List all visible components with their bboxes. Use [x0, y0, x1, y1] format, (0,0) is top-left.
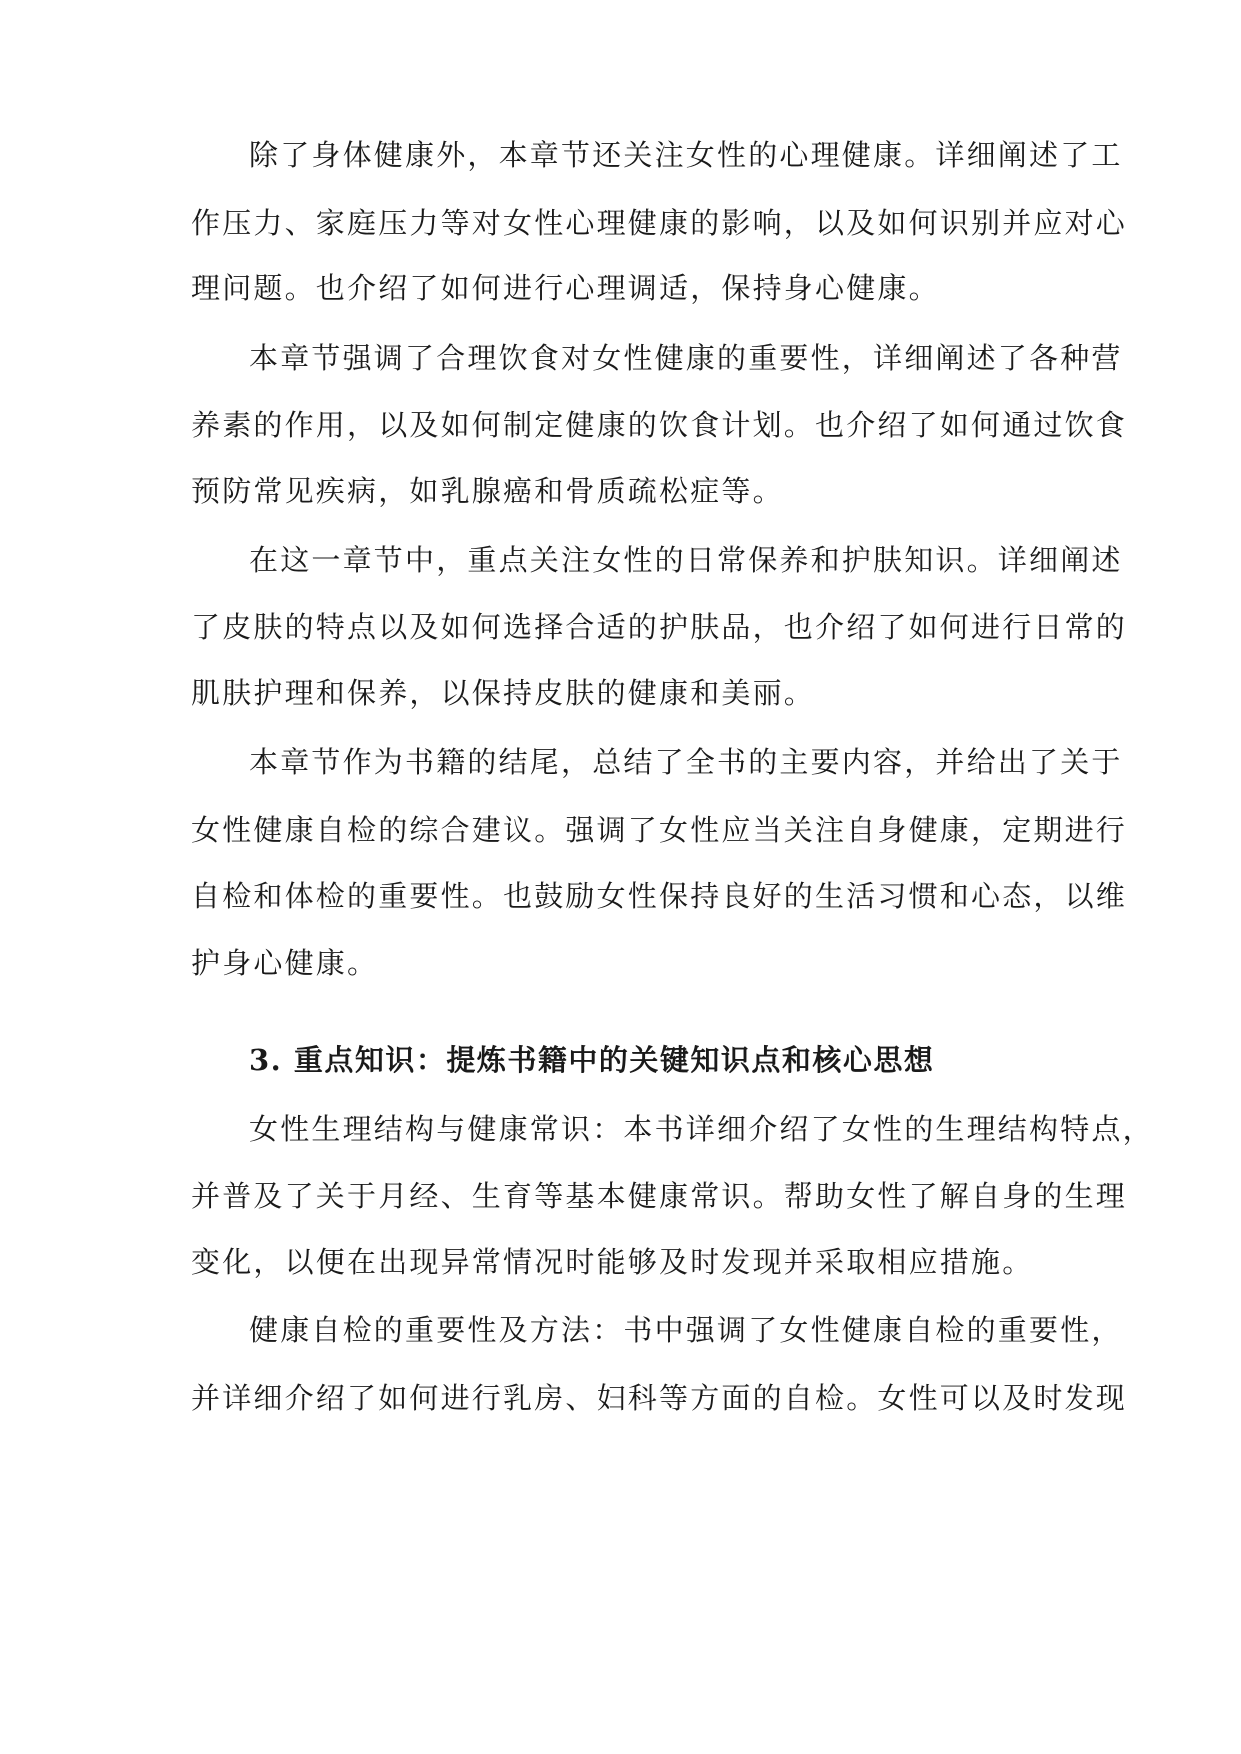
- paragraph-4-line-3: 自检和体检的重要性。也鼓励女性保持良好的生活习惯和心态，以维: [191, 879, 1128, 913]
- paragraph-2-line-2: 养素的作用，以及如何制定健康的饮食计划。也介绍了如何通过饮食: [191, 408, 1128, 442]
- section-paragraph-1-line-2: 并普及了关于月经、生育等基本健康常识。帮助女性了解自身的生理: [191, 1179, 1128, 1213]
- paragraph-1-line-3: 理问题。也介绍了如何进行心理调适，保持身心健康。: [191, 271, 940, 305]
- section-paragraph-2-line-2: 并详细介绍了如何进行乳房、妇科等方面的自检。女性可以及时发现: [191, 1381, 1128, 1415]
- section-paragraph-1-line-3: 变化，以便在出现异常情况时能够及时发现并采取相应措施。: [191, 1245, 1034, 1279]
- paragraph-1-line-2: 作压力、家庭压力等对女性心理健康的影响，以及如何识别并应对心: [191, 206, 1128, 240]
- paragraph-1-line-1: 除了身体健康外，本章节还关注女性的心理健康。详细阐述了工: [249, 138, 1123, 172]
- paragraph-3-line-3: 肌肤护理和保养，以保持皮肤的健康和美丽。: [191, 676, 816, 710]
- paragraph-3-line-1: 在这一章节中，重点关注女性的日常保养和护肤知识。详细阐述: [249, 543, 1123, 577]
- section-paragraph-2-line-1: 健康自检的重要性及方法：书中强调了女性健康自检的重要性，: [249, 1313, 1123, 1347]
- paragraph-2-line-1: 本章节强调了合理饮食对女性健康的重要性，详细阐述了各种营: [249, 341, 1123, 375]
- section-heading: 3. 重点知识：提炼书籍中的关键知识点和核心思想: [249, 1043, 935, 1077]
- section-paragraph-1-line-1: 女性生理结构与健康常识：本书详细介绍了女性的生理结构特点，: [249, 1112, 1154, 1146]
- paragraph-4-line-2: 女性健康自检的综合建议。强调了女性应当关注自身健康，定期进行: [191, 813, 1128, 847]
- paragraph-3-line-2: 了皮肤的特点以及如何选择合适的护肤品，也介绍了如何进行日常的: [191, 610, 1128, 644]
- paragraph-4-line-1: 本章节作为书籍的结尾，总结了全书的主要内容，并给出了关于: [249, 745, 1123, 779]
- paragraph-2-line-3: 预防常见疾病，如乳腺癌和骨质疏松症等。: [191, 474, 784, 508]
- paragraph-4-line-4: 护身心健康。: [191, 946, 379, 980]
